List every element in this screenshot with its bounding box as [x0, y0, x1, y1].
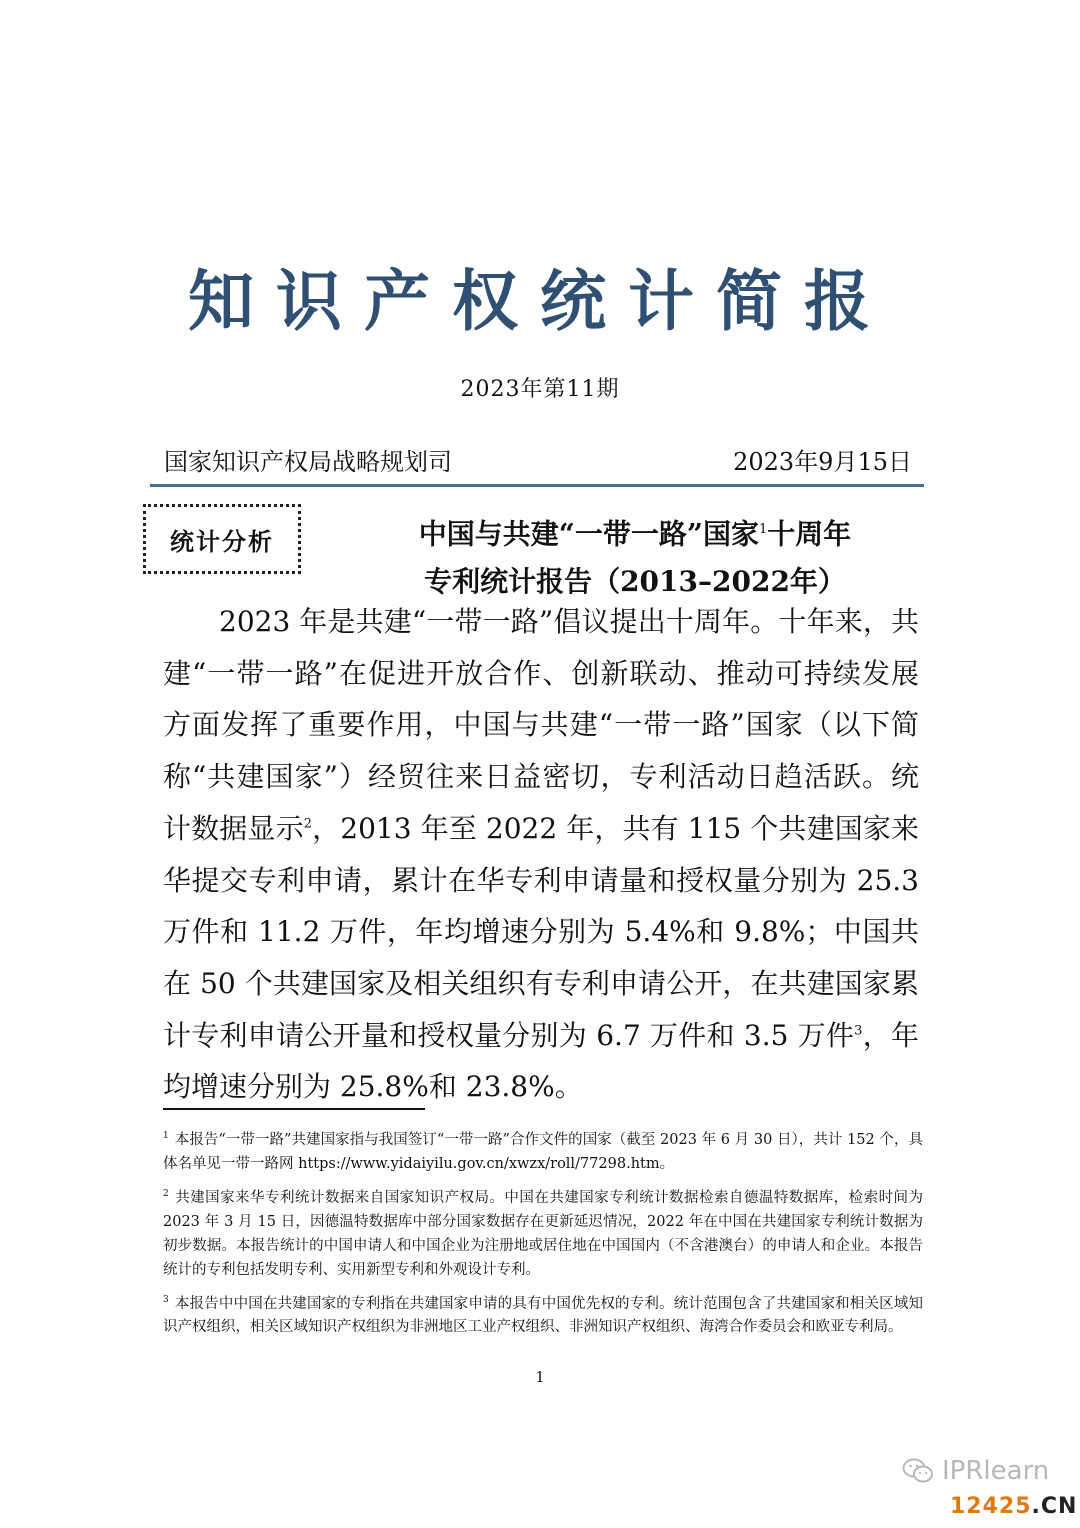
footnote-ref-2: 2 [303, 816, 312, 832]
issuing-organization: 国家知识产权局战略规划司 [164, 448, 452, 476]
footnote-text: 共建国家来华专利统计数据来自国家知识产权局。中国在共建国家专利统计数据检索自德温特数据库，检索时间为 2023 年 3 月 15 日，因德温特数据库中部分国家数据存在更新延迟情况，2022 年在中国在共建国家专利统计数据为初步数据。本报告统计的中国申请人和中国企业为注册地或居住地在中国国内（不含港澳台）的申请人和企业。本报告统计的专利包括发明专利、实用新型专利和外观设计专利。 [163, 1189, 923, 1278]
body-paragraph [163, 596, 919, 1113]
masthead-title: 知识产权统计简报 [188, 262, 892, 340]
body-text-part3: ，年均增速分别为 25.8%和 23.8%。 [163, 1018, 919, 1104]
watermark-account-name: IPRlearn [942, 1456, 1050, 1486]
watermark-site-number: 12425 [950, 1494, 1032, 1519]
report-title [310, 506, 960, 606]
report-title-line2: 专利统计报告（2013–2022年） [424, 565, 846, 599]
footnote-2 [163, 1182, 923, 1282]
title-footnote-ref: 1 [758, 522, 768, 537]
issue-number: 2023年第11期 [460, 377, 620, 402]
issue-date: 2023年9月15日 [733, 448, 912, 476]
page-number: 1 [535, 1368, 545, 1386]
footnote-text: 本报告中中国在共建国家的专利指在共建国家申请的具有中国优先权的专利。统计范围包含了共建国家和相关区域知识产权组织，相关区域知识产权组织为非洲地区工业产权组织、非洲知识产权组织、海湾合作委员会和欧亚专利局。 [163, 1295, 923, 1336]
section-stamp: 统计分析 [143, 504, 301, 574]
wechat-icon [902, 1458, 934, 1484]
footnote-ref-3: 3 [854, 1023, 863, 1039]
footnote-1 [163, 1124, 923, 1176]
header-divider [150, 484, 924, 487]
footnote-mark: 3 [163, 1294, 169, 1305]
footnote-mark: 1 [163, 1131, 169, 1141]
body-text-part1: 2023 年是共建“一带一路”倡议提出十周年。十年来，共建“一带一路”在促进开放合作、创新联动、推动可持续发展方面发挥了重要作用，中国与共建“一带一路”国家（以下简称“共建国家”）经贸往来日益密切，专利活动日趋活跃。统计数据显示 [163, 605, 919, 845]
watermark-site [950, 1494, 1077, 1519]
title-line1-b: 十周年 [767, 517, 852, 551]
body-text-part2: ，2013 年至 2022 年，共有 115 个共建国家来华提交专利申请，累计在华专利申请量和授权量分别为 25.3 万件和 11.2 万件，年均增速分别为 5.4%和 9.8%；中国共在 50 个共建国家及相关组织有专利申请公开，在共建国家累计专利申请公开量和授权量分别为 6.7 万件和 3.5 万件 [163, 811, 919, 1052]
title-line1-a: 中国与共建“一带一路”国家 [418, 517, 759, 551]
report-title-line1 [310, 506, 960, 558]
watermark-site-tld: .CN [1031, 1494, 1078, 1519]
footnote-divider [163, 1108, 425, 1110]
footnote-mark: 2 [163, 1188, 169, 1199]
footnotes [163, 1124, 923, 1345]
footnote-3 [163, 1288, 923, 1340]
watermark-account [902, 1456, 1049, 1486]
footnote-text: 本报告“一带一路”共建国家指与我国签订“一带一路”合作文件的国家（截至 2023 年 6 月 30 日），共计 152 个，具体名单见一带一路网 https://www.yidaiyilu.gov.cn/xwzx/roll/77298.htm。 [163, 1131, 923, 1172]
